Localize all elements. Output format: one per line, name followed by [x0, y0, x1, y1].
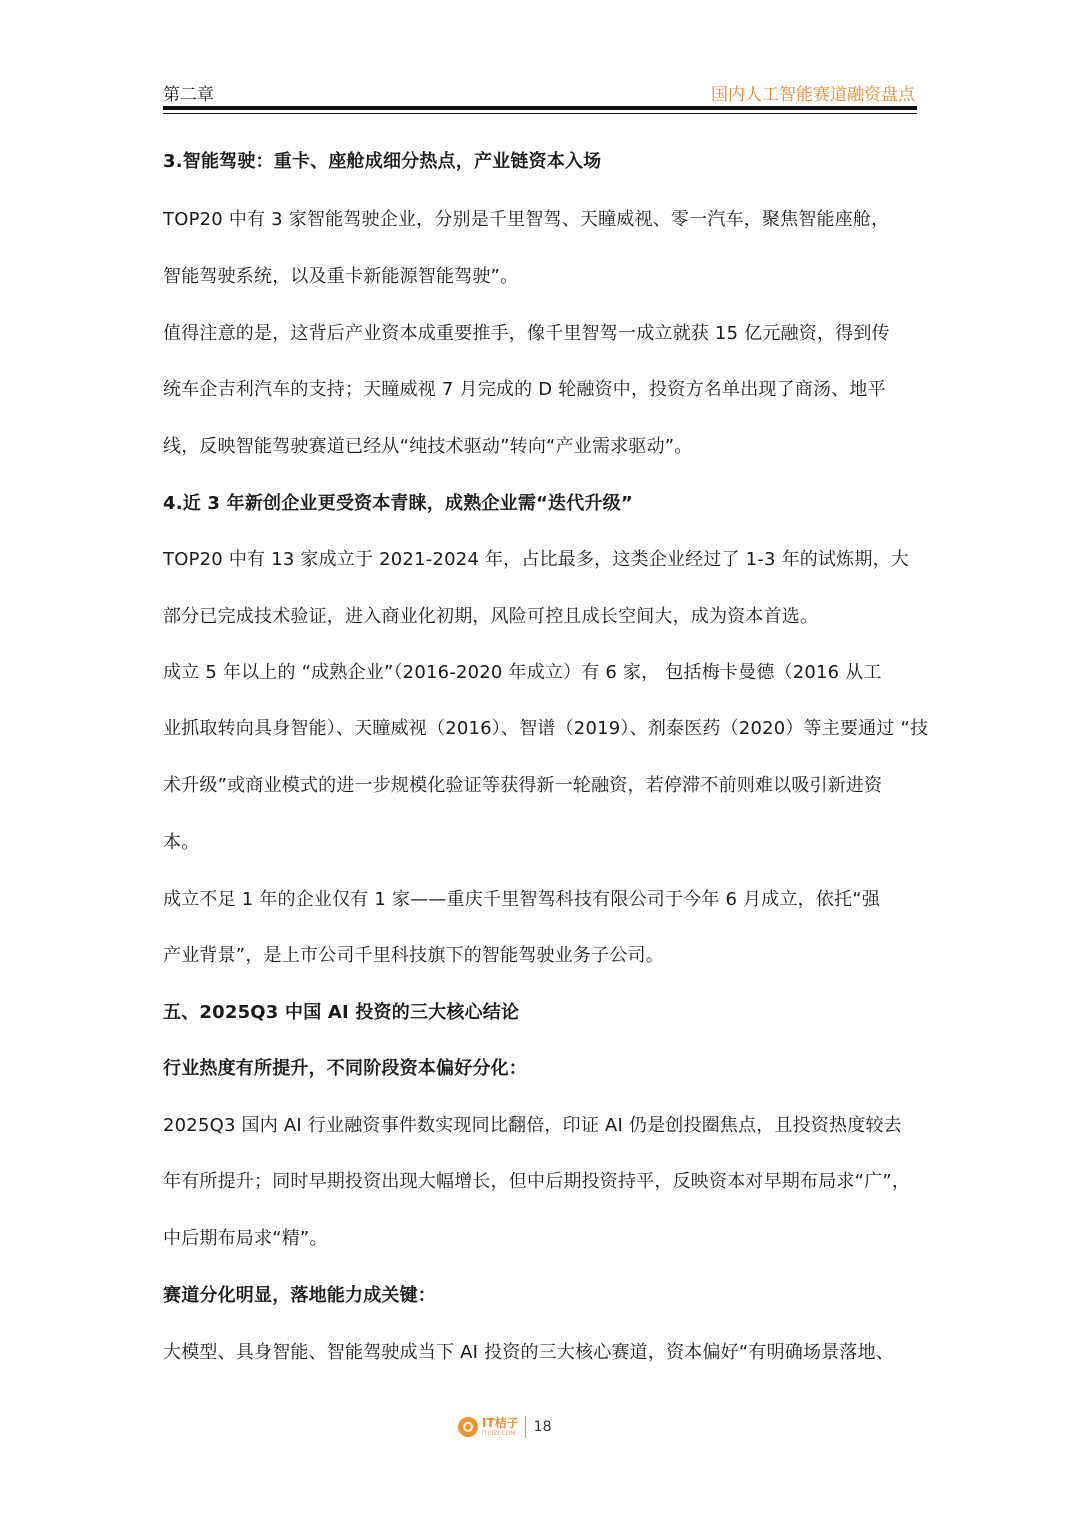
- report-title: 国内人工智能赛道融资盘点: [711, 85, 915, 105]
- header-rule-thick: [163, 106, 917, 110]
- section-heading-autonomous-driving: 3.智能驾驶：重卡、座舱成细分热点，产业链资本入场: [163, 151, 602, 172]
- body-line: 本。: [163, 832, 200, 853]
- body-line: 值得注意的是，这背后产业资本成重要推手，像千里智驾一成立就获 15 亿元融资，得到传: [163, 323, 890, 344]
- brand-url: ITJUZI.COM: [482, 1430, 516, 1437]
- body-line: 成立不足 1 年的企业仅有 1 家——重庆千里智驾科技有限公司于今年 6 月成立，依托“强: [163, 889, 881, 910]
- body-line: 2025Q3 国内 AI 行业融资事件数实现同比翻倍，印证 AI 仍是创投圈焦点，且投资热度较去: [163, 1115, 902, 1136]
- body-line: 术升级”或商业模式的进一步规模化验证等获得新一轮融资，若停滞不前则难以吸引新进资: [163, 775, 883, 796]
- body-line: 统车企吉利汽车的支持；天瞳威视 7 月完成的 D 轮融资中，投资方名单出现了商汤、地平: [163, 379, 886, 400]
- subheading-track-differentiation: 赛道分化明显，落地能力成关键：: [163, 1285, 436, 1306]
- body-line: 大模型、具身智能、智能驾驶成当下 AI 投资的三大核心赛道，资本偏好“有明确场景落地、: [163, 1342, 894, 1363]
- body-line: 年有所提升；同时早期投资出现大幅增长，但中后期投资持平，反映资本对早期布局求“广”，: [163, 1171, 911, 1192]
- footer-divider: [525, 1416, 526, 1438]
- body-line: TOP20 中有 13 家成立于 2021-2024 年，占比最多，这类企业经过了 1-3 年的试炼期，大: [163, 549, 909, 570]
- body-line: 线，反映智能驾驶赛道已经从“纯技术驱动”转向“产业需求驱动”。: [163, 436, 693, 457]
- subheading-industry-heat: 行业热度有所提升，不同阶段资本偏好分化：: [163, 1058, 527, 1079]
- page-number: 18: [533, 1419, 552, 1435]
- body-line: 产业背景”，是上市公司千里科技旗下的智能驾驶业务子公司。: [163, 945, 664, 966]
- body-line: 业抓取转向具身智能）、天瞳威视（2016）、智谱（2019）、剂泰医药（2020）等主要通过 “技: [163, 718, 929, 739]
- section-heading-conclusions: 五、2025Q3 中国 AI 投资的三大核心结论: [163, 1002, 520, 1023]
- body-line: TOP20 中有 3 家智能驾驶企业，分别是千里智驾、天瞳威视、零一汽车，聚焦智能座舱，: [163, 209, 890, 230]
- body-line: 智能驾驶系统，以及重卡新能源智能驾驶”。: [163, 266, 519, 287]
- itjuzi-logo-icon: [458, 1417, 478, 1437]
- brand-name: IT桔子: [482, 1416, 519, 1430]
- body-line: 成立 5 年以上的 “成熟企业”（2016-2020 年成立）有 6 家， 包括梅卡曼德（2016 从工: [163, 662, 882, 683]
- chapter-label: 第二章: [163, 85, 214, 105]
- body-line: 部分已完成技术验证，进入商业化初期，风险可控且成长空间大，成为资本首选。: [163, 606, 819, 627]
- header-rule-thin: [163, 113, 917, 114]
- brand-logotype: [482, 1417, 519, 1437]
- section-heading-new-companies: 4.近 3 年新创企业更受资本青睐，成熟企业需“迭代升级”: [163, 493, 633, 514]
- page-footer: [458, 1414, 551, 1440]
- body-line: 中后期布局求“精”。: [163, 1228, 328, 1249]
